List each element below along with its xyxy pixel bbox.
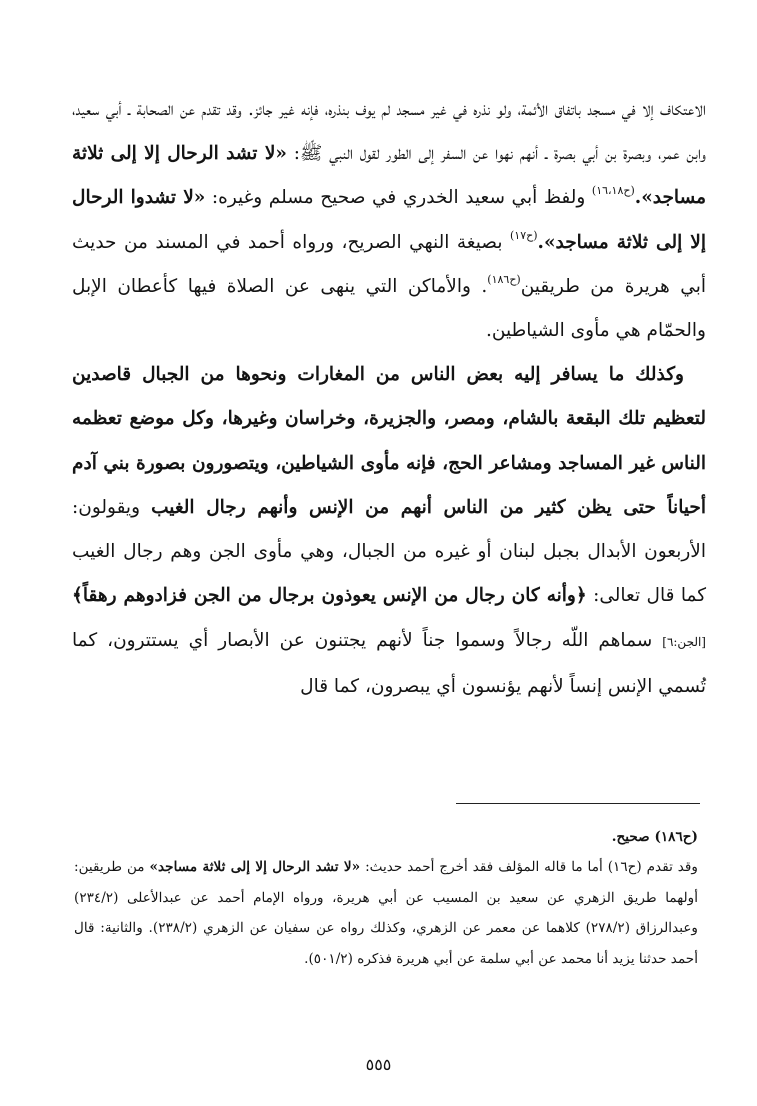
hadith-quote: «لا تشد الرحال إلا إلى ثلاثة مساجد»	[149, 859, 361, 876]
main-text	[72, 88, 706, 709]
text-run: من طريقين: أولهما طريق الزهري عن سعيد بن المسيب عن أبي هريرة، ورواه الإمام أحمد عن عبدالأعلى (٢٣٤/٢) وعبدالرزاق (٢٧٨/٢) كلاهما عن معمر عن الزهري، وكذلك رواه عن سفيان عن الزهري (٢٣٨/٢). والثانية: قال أحمد حدثنا يزيد أنا محمد عن أبي سلمة عن أبي هريرة فذكره (٥٠١/٢).	[74, 859, 698, 967]
hadith-quote: «لا تشدوا الرحال إلا إلى ثلاثة مساجد».	[72, 187, 706, 253]
text-run: بصيغة النهي الصريح، ورواه أحمد في المسند من حديث أبي هريرة من طريقين	[72, 231, 706, 297]
text-run: وقد تقدم (ح١٦) أما ما قاله المؤلف فقد أخرج أحمد حديث:	[360, 859, 698, 876]
text-run: ويقولون: الأربعون الأبدال بجبل لبنان أو غيره من الجبال، وهي مأوى الجن وهم رجال الغيب كما قال تعالى:	[72, 496, 707, 607]
footnote-ref: (ح١٨٦)	[487, 272, 521, 286]
paragraph-2	[72, 353, 706, 709]
paragraph-1	[72, 88, 706, 353]
text-run: سماهم اللّه رجالاً وسموا جناً لأنهم يجتنون عن الأبصار أي يستترون، كما تُسمي الإنس إنساً لأنهم يؤنسون أي يبصرون، كما قال	[72, 630, 706, 697]
text-run: الاعتكاف إلا في مسجد باتفاق الأئمة، ولو نذره في غير مسجد لم يوف بنذره، فإنه غير جائز. وقد تقدم عن الصحابة ـ أبي سعيد، وابن عمر، وبصرة بن أبي بصرة ـ أنهم نهوا عن السفر إلى الطور لقول النبي ﷺ:	[72, 99, 706, 165]
bold-passage: وكذلك ما يسافر إليه بعض الناس من المغارات ونحوها من الجبال قاصدين لتعظيم تلك البقعة بالشام، ومصر، والجزيرة، وخراسان وغيرها، وكل موضع تعظمه الناس غير المساجد ومشاعر الحج، فإنه مأوى الشياطين، ويتصورون بصورة بني آدم أحياناً حتى يظن كثير من الناس أنهم من الإنس وأنهم رجال الغيب	[72, 364, 706, 518]
footnote-ref: (ح١٦،١٨)	[591, 184, 635, 198]
hadith-quote: «لا تشد الرحال إلا إلى ثلاثة مساجد».	[72, 143, 706, 209]
footnotes	[74, 822, 698, 974]
text-run: ولفظ أبي سعيد الخدري في صحيح مسلم وغيره:	[205, 187, 592, 209]
verse-reference: [الجن:٦]	[662, 635, 706, 650]
footnote-body	[74, 852, 698, 974]
footnote-separator	[456, 803, 700, 804]
footnote-ref: (ح١٧)	[509, 228, 538, 242]
footnote-heading: (ح١٨٦) صحيح.	[611, 829, 698, 845]
page-number: ٥٥٥	[365, 1055, 392, 1074]
text-run: . والأماكن التي ينهى عن الصلاة فيها كأعطان الإبل والحمّام هي مأوى الشياطين.	[72, 275, 706, 342]
quran-verse: ﴿وأنه كان رجال من الإنس يعوذون برجال من الجن فزادوهم رهقاً﴾	[72, 585, 587, 607]
